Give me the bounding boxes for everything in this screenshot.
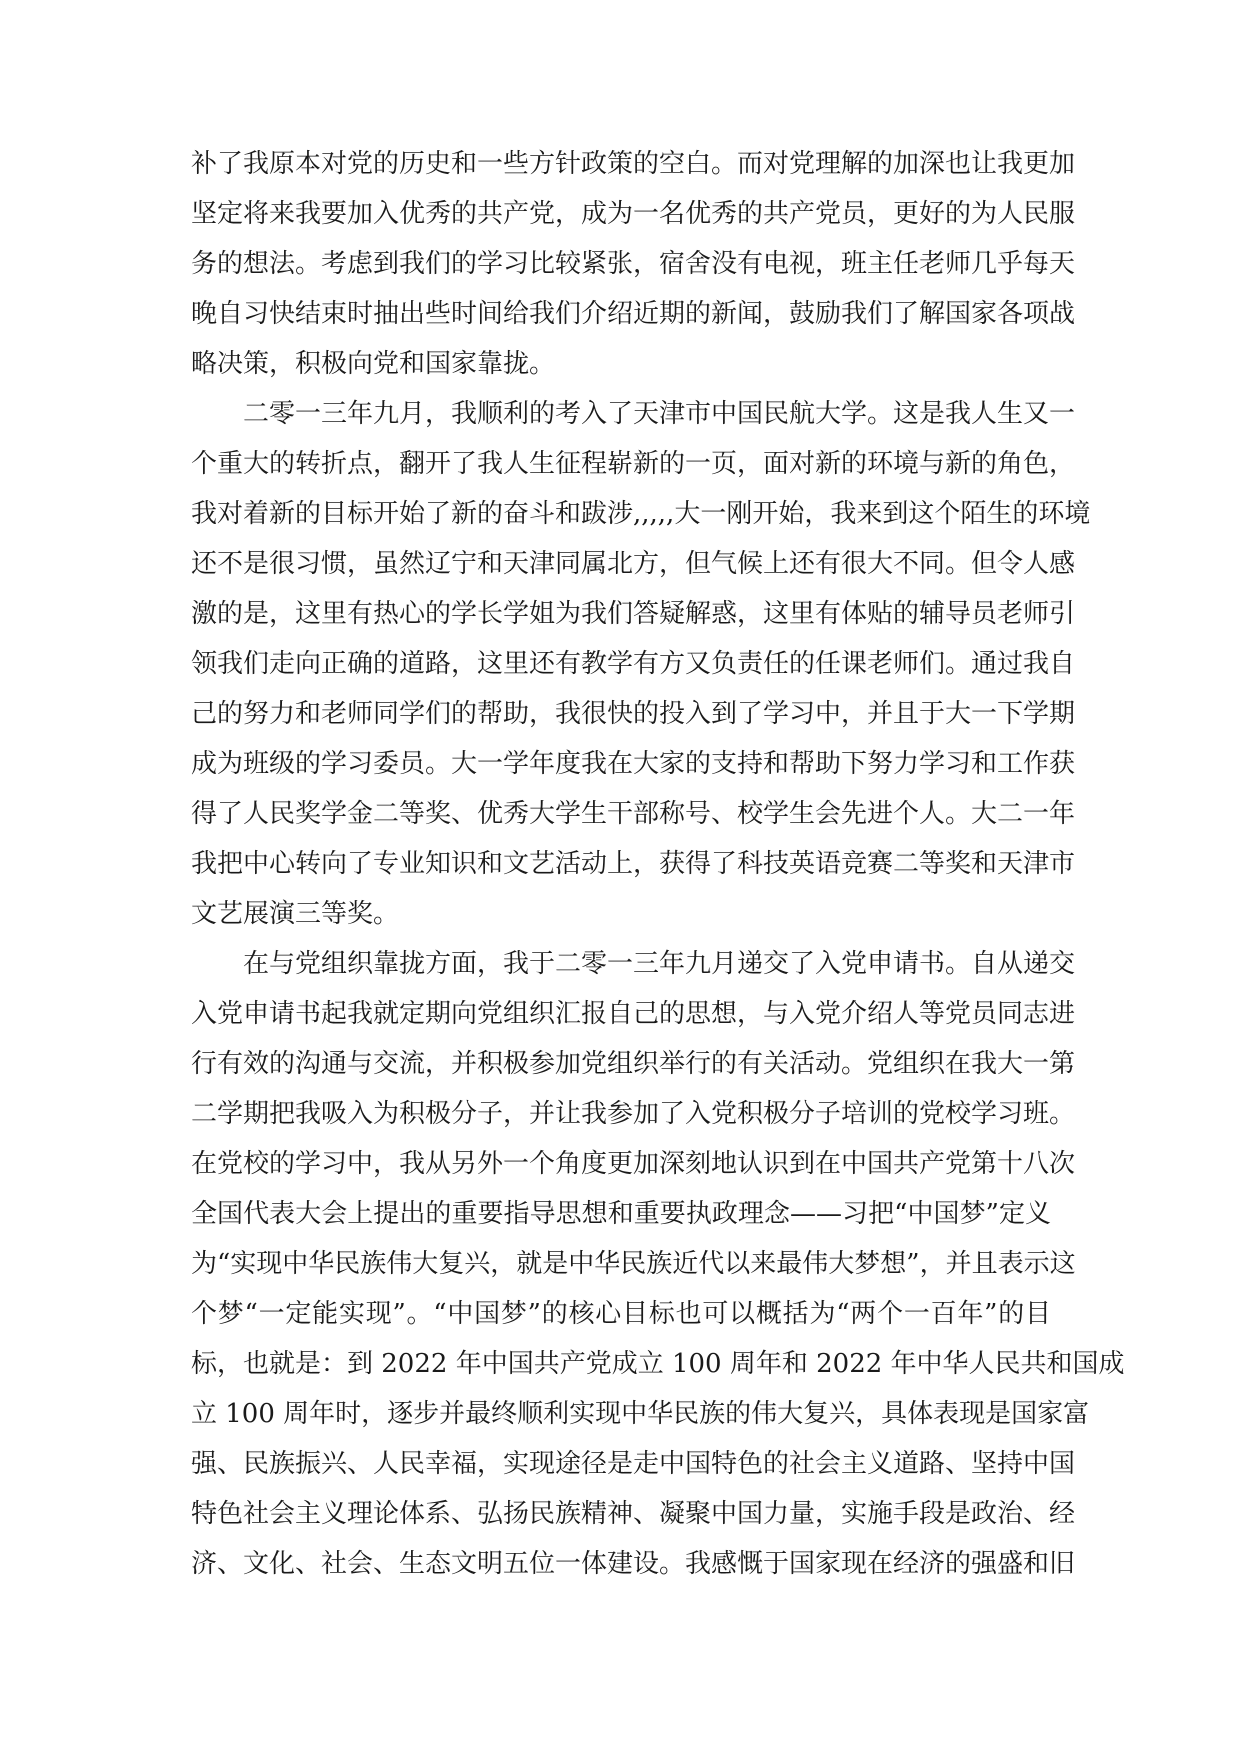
- text-line: 在党校的学习中，我从另外一个角度更加深刻地认识到在中国共产党第十八次: [191, 1149, 1076, 1179]
- text-line: 文艺展演三等奖。: [191, 899, 400, 929]
- body-text: [191, 139, 1125, 1589]
- text-line: 个梦“一定能实现”。“中国梦”的核心目标也可以概括为“两个一百年”的目: [191, 1299, 1051, 1329]
- text-line: 略决策，积极向党和国家靠拢。: [191, 349, 556, 379]
- text-line: 坚定将来我要加入优秀的共产党，成为一名优秀的共产党员，更好的为人民服: [191, 199, 1076, 229]
- text-line: 行有效的沟通与交流，并积极参加党组织举行的有关活动。党组织在我大一第: [191, 1049, 1076, 1079]
- text-line: 我把中心转向了专业知识和文艺活动上，获得了科技英语竞赛二等奖和天津市: [191, 849, 1076, 879]
- text-line: 务的想法。考虑到我们的学习比较紧张，宿舍没有电视，班主任老师几乎每天: [191, 249, 1076, 279]
- text-line: 激的是，这里有热心的学长学姐为我们答疑解惑，这里有体贴的辅导员老师引: [191, 599, 1076, 629]
- text-line: 立 100 周年时，逐步并最终顺利实现中华民族的伟大复兴，具体表现是国家富: [191, 1399, 1090, 1429]
- paragraph-3: [191, 939, 1125, 1589]
- text-line: 我对着新的目标开始了新的奋斗和跋涉,,,,,大一刚开始，我来到这个陌生的环境: [191, 499, 1091, 529]
- paragraph-1: [191, 139, 1076, 389]
- paragraph-2: [191, 389, 1091, 939]
- text-line: 个重大的转折点，翻开了我人生征程崭新的一页，面对新的环境与新的角色，: [191, 449, 1076, 479]
- text-line: 二零一三年九月，我顺利的考入了天津市中国民航大学。这是我人生又一: [243, 399, 1076, 429]
- text-line: 标，也就是：到 2022 年中国共产党成立 100 周年和 2022 年中华人民共和国成: [191, 1349, 1125, 1379]
- text-line: 成为班级的学习委员。大一学年度我在大家的支持和帮助下努力学习和工作获: [191, 749, 1076, 779]
- text-line: 强、民族振兴、人民幸福，实现途径是走中国特色的社会主义道路、坚持中国: [191, 1449, 1076, 1479]
- text-line: 为“实现中华民族伟大复兴，就是中华民族近代以来最伟大梦想”，并且表示这: [191, 1249, 1076, 1279]
- text-line: 己的努力和老师同学们的帮助，我很快的投入到了学习中，并且于大一下学期: [191, 699, 1076, 729]
- text-line: 二学期把我吸入为积极分子，并让我参加了入党积极分子培训的党校学习班。: [191, 1099, 1076, 1129]
- text-line: 还不是很习惯，虽然辽宁和天津同属北方，但气候上还有很大不同。但令人感: [191, 549, 1076, 579]
- text-line: 入党申请书起我就定期向党组织汇报自己的思想，与入党介绍人等党员同志进: [191, 999, 1076, 1029]
- text-line: 济、文化、社会、生态文明五位一体建设。我感慨于国家现在经济的强盛和旧: [191, 1549, 1076, 1579]
- text-line: 得了人民奖学金二等奖、优秀大学生干部称号、校学生会先进个人。大二一年: [191, 799, 1076, 829]
- text-line: 补了我原本对党的历史和一些方针政策的空白。而对党理解的加深也让我更加: [191, 149, 1076, 179]
- text-line: 领我们走向正确的道路，这里还有教学有方又负责任的任课老师们。通过我自: [191, 649, 1076, 679]
- text-line: 晚自习快结束时抽出些时间给我们介绍近期的新闻，鼓励我们了解国家各项战: [191, 299, 1076, 329]
- text-line: 在与党组织靠拢方面，我于二零一三年九月递交了入党申请书。自从递交: [243, 949, 1076, 979]
- text-line: 全国代表大会上提出的重要指导思想和重要执政理念——习把“中国梦”定义: [191, 1199, 1051, 1229]
- text-line: 特色社会主义理论体系、弘扬民族精神、凝聚中国力量，实施手段是政治、经: [191, 1499, 1076, 1529]
